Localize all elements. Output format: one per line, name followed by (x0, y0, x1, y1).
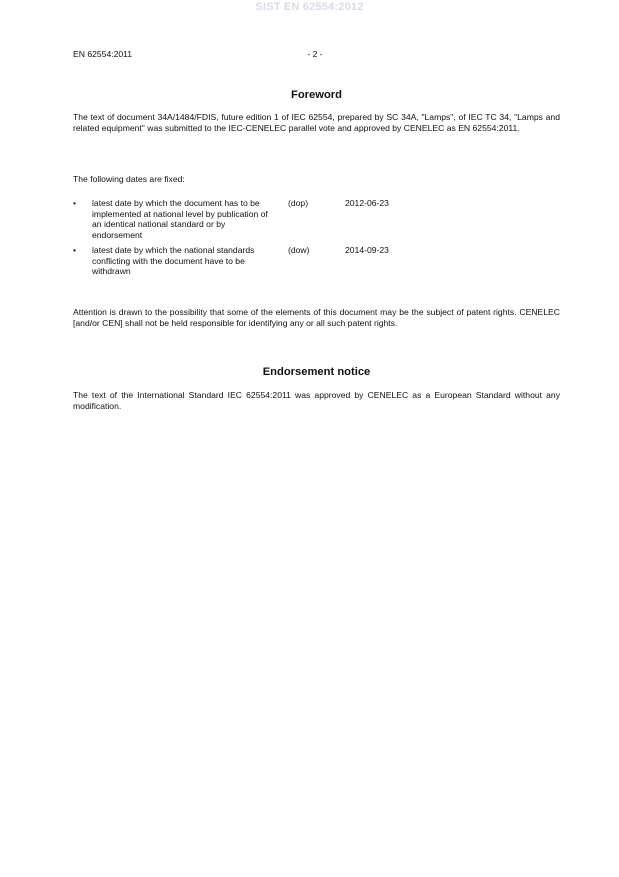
watermark: SIST EN 62554:2012 (255, 1, 364, 13)
attention-paragraph: Attention is drawn to the possibility that some of the elements of this document may be the subject of patent rights. CENELEC [and/or CEN] shall not be held responsible for identifying any or all such patent rights. (73, 307, 560, 328)
page-number: - 2 - (307, 49, 323, 59)
list-item (73, 198, 560, 245)
dates-list (73, 198, 560, 287)
foreword-paragraph: The text of document 34A/1484/FDIS, future edition 1 of IEC 62554, prepared by SC 34A, "Lamps", of IEC TC 34, "Lamps and related equipment" was submitted to the IEC-CENELEC parallel vote and approved by CENELEC as EN 62554:2011. (73, 112, 560, 133)
date-description: latest date by which the national standards conflicting with the document have to be withdrawn (92, 245, 255, 276)
date-code: (dow) (288, 245, 310, 255)
date-description: latest date by which the document has to be implemented at national level by publication of an identical national standard or by endorsement (92, 198, 268, 240)
document-id: EN 62554:2011 (73, 49, 133, 59)
endorsement-paragraph: The text of the International Standard IEC 62554:2011 was approved by CENELEC as a European Standard without any modification. (73, 390, 560, 411)
date-code: (dop) (288, 198, 309, 208)
endorsement-title: Endorsement notice (262, 366, 371, 378)
bullet-icon: • (73, 198, 77, 208)
date-value: 2012-06-23 (345, 198, 389, 208)
date-value: 2014-09-23 (345, 245, 389, 255)
list-item (73, 245, 560, 287)
bullet-icon: • (73, 245, 77, 255)
dates-intro: The following dates are fixed: (73, 174, 185, 184)
foreword-title: Foreword (291, 89, 342, 101)
